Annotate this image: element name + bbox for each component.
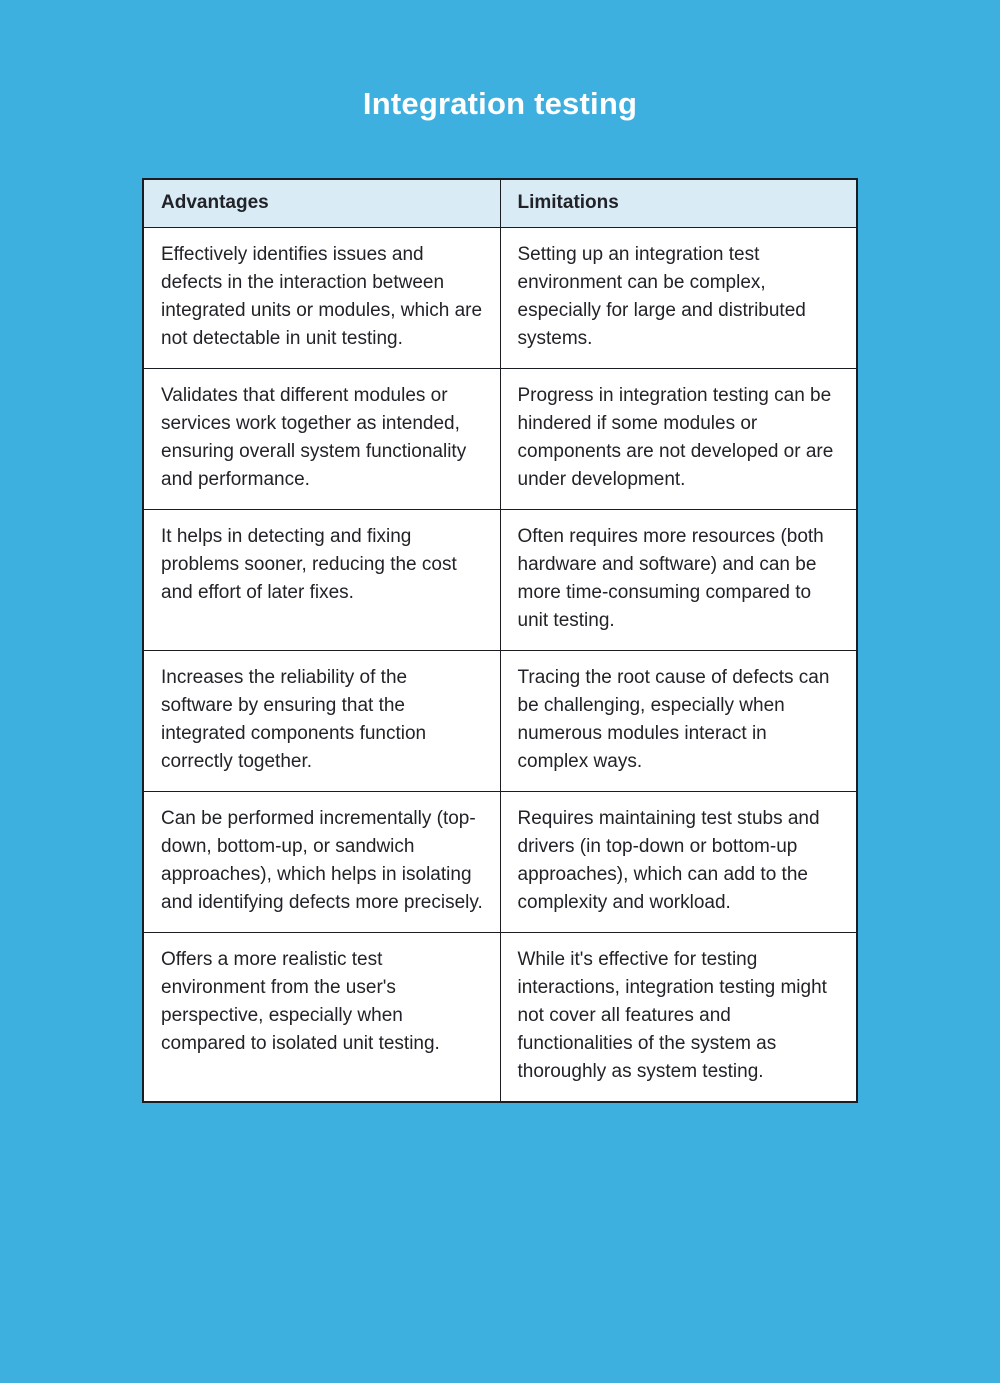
- table-row: [143, 368, 857, 509]
- limitation-cell: Tracing the root cause of defects can be challenging, especially when numerous modules interact in complex ways.: [500, 650, 857, 791]
- limitation-cell: Requires maintaining test stubs and drivers (in top-down or bottom-up approaches), which can add to the complexity and workload.: [500, 791, 857, 932]
- table-row: [143, 932, 857, 1102]
- advantage-cell: Increases the reliability of the software by ensuring that the integrated components function correctly together.: [143, 650, 500, 791]
- limitation-cell: Often requires more resources (both hardware and software) and can be more time-consuming compared to unit testing.: [500, 509, 857, 650]
- advantage-cell: Effectively identifies issues and defects in the interaction between integrated units or modules, which are not detectable in unit testing.: [143, 227, 500, 368]
- header-row: [143, 179, 857, 227]
- column-header-limitations: Limitations: [500, 179, 857, 227]
- page-title: Integration testing: [362, 86, 638, 121]
- limitation-cell: While it's effective for testing interactions, integration testing might not cover all features and functionalities of the system as thoroughly as system testing.: [500, 932, 857, 1102]
- comparison-table: [142, 178, 858, 1103]
- table-row: [143, 650, 857, 791]
- column-header-advantages: Advantages: [143, 179, 500, 227]
- advantage-cell: Can be performed incrementally (top-down, bottom-up, or sandwich approaches), which helps in isolating and identifying defects more precisely.: [143, 791, 500, 932]
- advantage-cell: Validates that different modules or services work together as intended, ensuring overall system functionality and performance.: [143, 368, 500, 509]
- advantage-cell: It helps in detecting and fixing problems sooner, reducing the cost and effort of later fixes.: [143, 509, 500, 650]
- advantage-cell: Offers a more realistic test environment from the user's perspective, especially when compared to isolated unit testing.: [143, 932, 500, 1102]
- table-row: [143, 791, 857, 932]
- table-row: [143, 509, 857, 650]
- limitation-cell: Setting up an integration test environment can be complex, especially for large and distributed systems.: [500, 227, 857, 368]
- limitation-cell: Progress in integration testing can be hindered if some modules or components are not developed or are under development.: [500, 368, 857, 509]
- table-row: [143, 227, 857, 368]
